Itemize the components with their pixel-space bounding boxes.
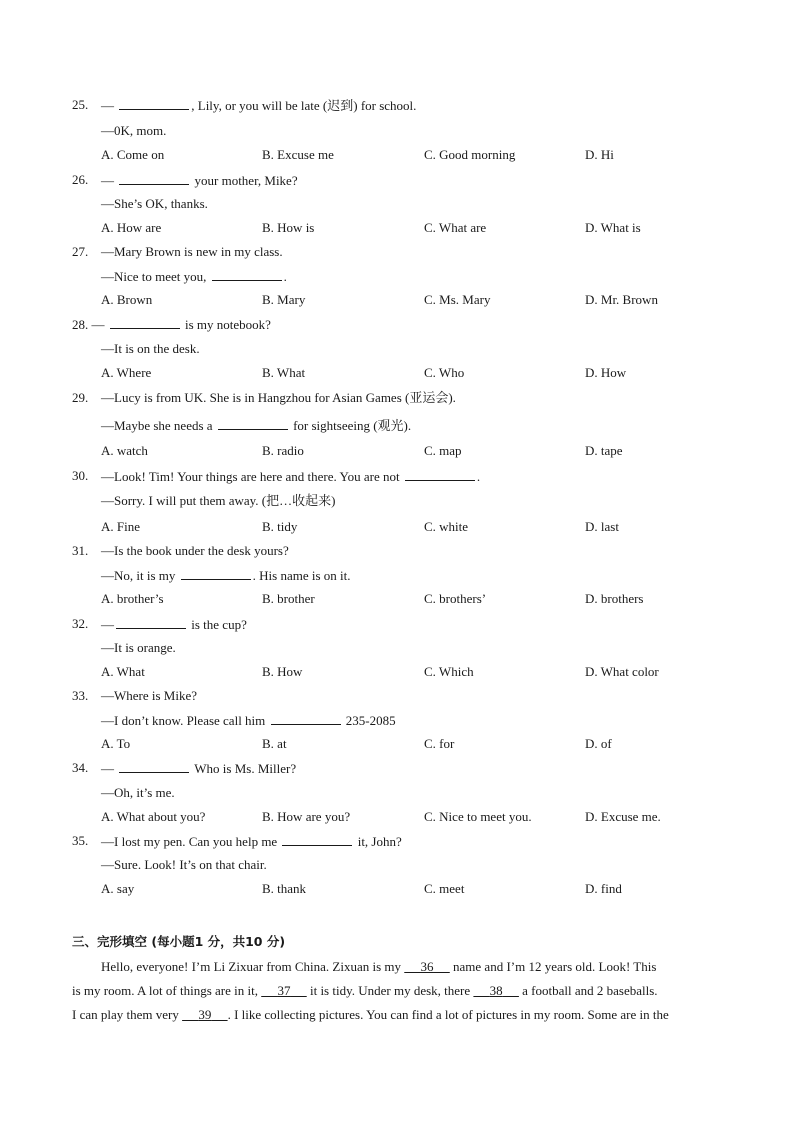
answer-blank[interactable]	[181, 567, 251, 580]
cloze-blank-36[interactable]: 36	[420, 959, 434, 974]
option-a[interactable]: A. How are	[101, 220, 162, 235]
answer-blank[interactable]	[218, 417, 288, 430]
option-c[interactable]: C. brothers’	[424, 591, 487, 606]
option-c[interactable]: C. What are	[424, 220, 487, 235]
question-reply: —It is on the desk.	[101, 341, 200, 356]
option-c[interactable]: C. Ms. Mary	[424, 292, 491, 307]
question-reply: —Sure. Look! It’s on that chair.	[101, 857, 267, 872]
option-d[interactable]: D. Hi	[585, 147, 614, 162]
question-stem: — your mother, Mike?	[101, 173, 298, 188]
option-a[interactable]: A. What about you?	[101, 809, 206, 824]
option-d[interactable]: D. What is	[585, 220, 641, 235]
question-reply: —Sorry. I will put them away. (把…收起来)	[101, 493, 336, 508]
question-reply: —Maybe she needs a for sightseeing (观光).	[101, 418, 412, 433]
cloze-blank-37[interactable]: 37	[277, 983, 291, 998]
question-reply: —Nice to meet you, .	[101, 269, 287, 284]
option-a[interactable]: A. brother’s	[101, 591, 164, 606]
question-stem: —Mary Brown is new in my class.	[101, 244, 283, 259]
option-d[interactable]: D. last	[585, 519, 619, 534]
answer-blank[interactable]	[271, 712, 341, 725]
question-reply: —Oh, it’s me.	[101, 785, 175, 800]
question-number: 26.	[72, 172, 89, 187]
option-a[interactable]: A. say	[101, 881, 135, 896]
question-reply: —I don’t know. Please call him 235-2085	[101, 713, 396, 728]
question-stem: 28. — is my notebook?	[72, 317, 271, 332]
question-stem: —I lost my pen. Can you help me it, John?	[101, 834, 402, 849]
question-stem: —Look! Tim! Your things are here and there. You are not .	[101, 469, 481, 484]
option-c[interactable]: C. Good morning	[424, 147, 516, 162]
question-number: 33.	[72, 688, 89, 703]
option-b[interactable]: B. What	[262, 365, 306, 380]
question-stem: — Who is Ms. Miller?	[101, 761, 297, 776]
option-a[interactable]: A. Fine	[101, 519, 140, 534]
passage-line: I can play them very 39 . I like collecting pictures. You can find a lot of pictures in my room. Some are in the	[72, 1007, 669, 1022]
question-stem: —Lucy is from UK. She is in Hangzhou for Asian Games (亚运会).	[101, 390, 456, 405]
option-c[interactable]: C. for	[424, 736, 455, 751]
question-number: 27.	[72, 244, 89, 259]
option-c[interactable]: C. Which	[424, 664, 474, 679]
answer-blank[interactable]	[119, 760, 189, 773]
option-b[interactable]: B. thank	[262, 881, 307, 896]
option-d[interactable]: D. Excuse me.	[585, 809, 661, 824]
option-a[interactable]: A. To	[101, 736, 131, 751]
question-number: 30.	[72, 468, 89, 483]
answer-blank[interactable]	[282, 833, 352, 846]
answer-blank[interactable]	[405, 468, 475, 481]
question-stem: —Where is Mike?	[101, 688, 198, 703]
question-reply: —No, it is my . His name is on it.	[101, 568, 351, 583]
cloze-blank-39[interactable]: 39	[198, 1007, 212, 1022]
question-number: 32.	[72, 616, 89, 631]
answer-blank[interactable]	[119, 172, 189, 185]
question-number: 34.	[72, 760, 89, 775]
option-b[interactable]: B. How	[262, 664, 303, 679]
question-reply: —0K, mom.	[101, 123, 167, 138]
question-number: 31.	[72, 543, 89, 558]
option-a[interactable]: A. Where	[101, 365, 152, 380]
answer-blank[interactable]	[119, 97, 189, 110]
option-c[interactable]: C. Who	[424, 365, 465, 380]
passage-line: Hello, everyone! I’m Li Zixuar from China. Zixuan is my 36 name and I’m 12 years old. Look! This	[101, 959, 657, 974]
option-d[interactable]: D. of	[585, 736, 612, 751]
option-d[interactable]: D. How	[585, 365, 627, 380]
question-number: 29.	[72, 390, 89, 405]
question-number: 25.	[72, 97, 89, 112]
option-b[interactable]: B. How is	[262, 220, 315, 235]
option-d[interactable]: D. What color	[585, 664, 659, 679]
option-d[interactable]: D. Mr. Brown	[585, 292, 658, 307]
option-d[interactable]: D. brothers	[585, 591, 644, 606]
option-a[interactable]: A. Brown	[101, 292, 153, 307]
option-c[interactable]: C. map	[424, 443, 462, 458]
option-c[interactable]: C. Nice to meet you.	[424, 809, 532, 824]
option-a[interactable]: A. What	[101, 664, 145, 679]
option-d[interactable]: D. find	[585, 881, 622, 896]
option-b[interactable]: B. brother	[262, 591, 315, 606]
section-heading: 三、完形填空 (每小题1 分，共10 分)	[72, 934, 286, 949]
question-reply: —She’s OK, thanks.	[101, 196, 208, 211]
option-a[interactable]: A. Come on	[101, 147, 165, 162]
option-a[interactable]: A. watch	[101, 443, 148, 458]
option-b[interactable]: B. at	[262, 736, 287, 751]
option-b[interactable]: B. Excuse me	[262, 147, 334, 162]
option-c[interactable]: C. meet	[424, 881, 465, 896]
option-c[interactable]: C. white	[424, 519, 469, 534]
answer-blank[interactable]	[116, 616, 186, 629]
question-stem: — is the cup?	[101, 617, 247, 632]
question-reply: —It is orange.	[101, 640, 176, 655]
question-stem: —Is the book under the desk yours?	[101, 543, 289, 558]
answer-blank[interactable]	[110, 316, 180, 329]
option-d[interactable]: D. tape	[585, 443, 623, 458]
option-b[interactable]: B. Mary	[262, 292, 306, 307]
cloze-blank-38[interactable]: 38	[489, 983, 503, 998]
option-b[interactable]: B. tidy	[262, 519, 298, 534]
passage-line: is my room. A lot of things are in it, 37 it is tidy. Under my desk, there 38 a football and 2 baseballs.	[72, 983, 658, 998]
option-b[interactable]: B. How are you?	[262, 809, 351, 824]
option-b[interactable]: B. radio	[262, 443, 304, 458]
question-number: 35.	[72, 833, 89, 848]
question-stem: — , Lily, or you will be late (迟到) for school.	[101, 98, 417, 113]
answer-blank[interactable]	[212, 268, 282, 281]
